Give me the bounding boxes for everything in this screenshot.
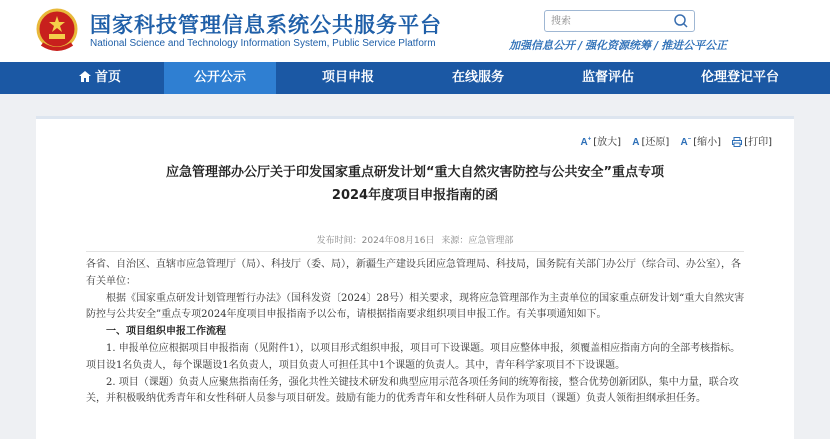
nav-item-label: 公开公示 bbox=[193, 70, 246, 85]
article-title-line: 2024年度项目申报指南的函 bbox=[331, 188, 499, 203]
article-tools bbox=[572, 133, 772, 148]
section-heading: 一、项目组织申报工作流程 bbox=[106, 326, 226, 338]
search-icon[interactable] bbox=[672, 13, 690, 29]
nav-item-project-application[interactable] bbox=[292, 62, 404, 94]
nav-item-supervision[interactable] bbox=[552, 62, 664, 94]
site-title: 国家科技管理信息系统公共服务平台 bbox=[90, 13, 442, 37]
font-reset-icon: A bbox=[632, 137, 640, 148]
zoom-in-label: [放大] bbox=[593, 137, 622, 148]
nav-item-ethics-registration[interactable] bbox=[684, 62, 796, 94]
publish-info bbox=[36, 233, 794, 246]
zoom-in-button[interactable] bbox=[580, 133, 621, 148]
paragraph: 根据《国家重点研发计划管理暂行办法》（国科发资〔2024〕28号）相关要求，现将应急管理部作为主责单位的国家重点研发计划“重大自然灾害防控与公共安全”重点专项2024年度项目申报指南予以公布，请根据指南要求组织项目申报工作。有关事项通知如下。 bbox=[86, 292, 745, 321]
nav-item-public-notice[interactable] bbox=[164, 62, 276, 94]
reset-button[interactable] bbox=[632, 133, 669, 148]
salutation: 各省、自治区、直辖市应急管理厅（局）、科技厅（委、局），新疆生产建设兵团应急管理局、科技局，国务院有关部门办公厅（综合司、办公室），各有关单位： bbox=[86, 259, 741, 287]
site-header bbox=[0, 0, 830, 62]
reset-label: [还原] bbox=[641, 137, 670, 148]
home-icon bbox=[79, 71, 91, 82]
article-body bbox=[86, 257, 746, 408]
nav-item-label: 首页 bbox=[94, 70, 121, 85]
paragraph: 1. 申报单位应根据项目申报指南（见附件1），以项目形式组织申报，项目可下设课题。项目应整体申报，须覆盖相应指南方向的全部考核指标。项目设1名负责人，每个课题设1名负责人，项目负责人可担任其中1个课题的负责人。其中，青年科学家项目不下设课题。 bbox=[86, 342, 741, 371]
article-title bbox=[36, 161, 794, 207]
site-subtitle: National Science and Technology Information System, Public Service Platform bbox=[90, 38, 436, 49]
main-nav bbox=[0, 62, 830, 94]
printer-icon bbox=[732, 137, 742, 147]
source-label: 来源： bbox=[441, 236, 469, 246]
zoom-out-label: [缩小] bbox=[693, 137, 721, 148]
zoom-out-button[interactable] bbox=[680, 133, 721, 148]
nav-item-online-service[interactable] bbox=[422, 62, 534, 94]
search-box bbox=[544, 10, 695, 32]
slogan-item: 加强信息公开 bbox=[509, 39, 575, 52]
slogan-item: 强化资源统筹 bbox=[585, 39, 652, 52]
slogan-item: 推进公平公正 bbox=[661, 39, 728, 52]
slogan: 加强信息公开 / 强化资源统筹 / 推进公平公正 bbox=[509, 39, 728, 52]
font-smaller-icon: A− bbox=[680, 136, 692, 148]
publish-label: 发布时间： bbox=[316, 236, 362, 246]
nav-item-label: 伦理登记平台 bbox=[700, 70, 779, 85]
font-larger-icon: A+ bbox=[580, 136, 592, 148]
nav-item-home[interactable] bbox=[36, 62, 164, 94]
print-label: [打印] bbox=[744, 137, 772, 148]
national-emblem-icon bbox=[36, 8, 78, 54]
paragraph: 2. 项目（课题）负责人应聚焦指南任务，强化共性关键技术研发和典型应用示范各项任务间的统筹衔接，整合优势创新团队，集中力量，联合攻关，并积极吸纳优秀青年和女性科研人员参与项目研发。鼓励有能力的优秀青年和女性科研人员作为项目（课题）负责人领衔担纲承担任务。 bbox=[86, 376, 739, 405]
nav-item-label: 在线服务 bbox=[451, 70, 504, 85]
nav-item-label: 项目申报 bbox=[321, 70, 374, 85]
article-panel bbox=[36, 116, 794, 439]
print-button[interactable] bbox=[732, 133, 772, 148]
search-input[interactable] bbox=[545, 11, 669, 31]
publish-date: 2024年08月16日 bbox=[361, 236, 435, 246]
divider bbox=[86, 251, 744, 252]
source: 应急管理部 bbox=[468, 236, 514, 246]
article-title-line: 应急管理部办公厅关于印发国家重点研发计划“重大自然灾害防控与公共安全”重点专项 bbox=[165, 165, 665, 180]
nav-item-label: 监督评估 bbox=[581, 70, 634, 85]
